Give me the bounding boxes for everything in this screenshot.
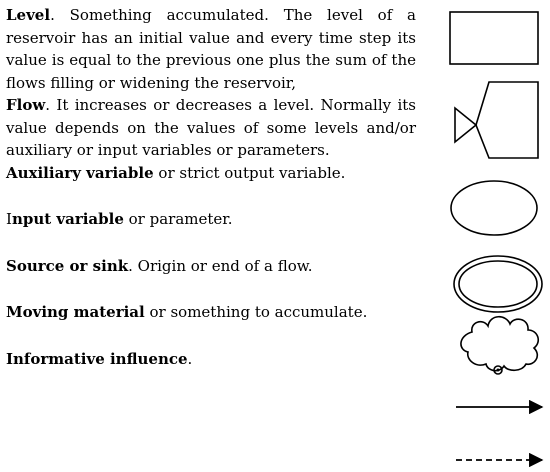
term-flow: Flow <box>6 96 46 114</box>
term-informative-influence: Informative influence <box>6 349 188 368</box>
term-source-sink: Source or sink <box>6 256 129 275</box>
cloud-icon <box>461 317 538 374</box>
ellipse-icon <box>451 181 537 235</box>
term-level: Level <box>6 6 51 24</box>
desc-input: or parameter. <box>123 210 233 228</box>
desc-auxiliary: or strict output variable. <box>153 163 346 182</box>
desc-moving-material: or something to accumulate. <box>144 303 368 321</box>
term-input-prefix: I <box>6 210 12 228</box>
desc-informative-influence: . <box>187 349 193 368</box>
desc-flow: . It increases or decreases a level. Normally its value depends on the values of some levels and/or auxiliary or input variables or parameters. <box>6 96 416 159</box>
double-ellipse-icon <box>454 256 542 312</box>
rectangle-icon <box>450 12 538 64</box>
term-moving-material: Moving material <box>6 303 145 321</box>
term-input: nput variable <box>11 210 124 228</box>
term-auxiliary: Auxiliary variable <box>6 163 154 182</box>
valve-icon <box>455 82 538 158</box>
desc-level: . Something accumulated. The level of a reservoir has an initial value and every time step its value is equal to the previous one plus the sum of the flows filling or widening the reservoir, <box>6 6 416 92</box>
desc-source-sink: . Origin or end of a flow. <box>128 256 313 275</box>
